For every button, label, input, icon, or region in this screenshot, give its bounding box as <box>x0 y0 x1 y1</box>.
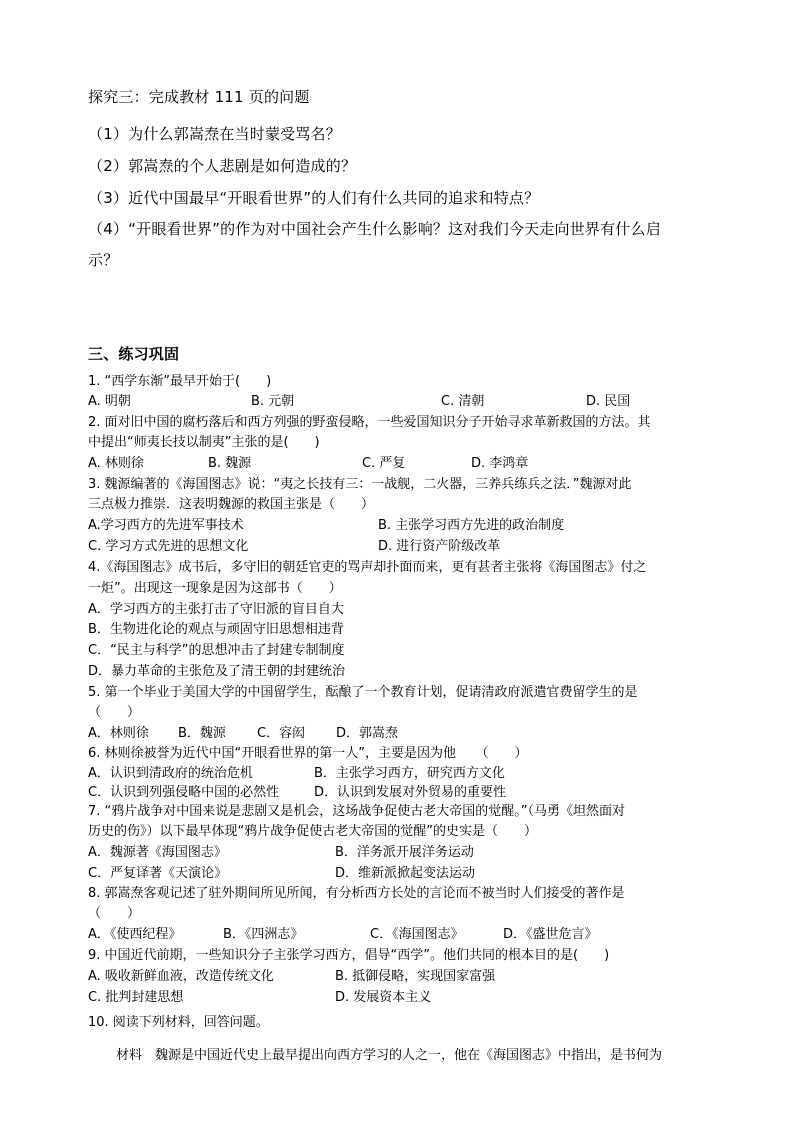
q5-option-a: A．林则徐 <box>88 726 149 741</box>
q2-option-d: D. 李鸿章 <box>471 456 529 471</box>
q9-option-d: D. 发展资本主义 <box>335 990 432 1005</box>
q1-option-b: B. 元朝 <box>251 394 295 409</box>
q10-material: 材料 魏源是中国近代史上最早提出向西方学习的人之一，他在《海国图志》中指出，是书何为 <box>116 1048 663 1063</box>
explore-question-3: （3）近代中国最早“开眼看世界”的人们有什么共同的追求和特点？ <box>88 189 540 207</box>
q4-option-c: C．“民主与科学”的思想冲击了封建专制制度 <box>88 643 345 658</box>
q2-option-c: C. 严复 <box>362 456 406 471</box>
q2-stem-line-1: 2. 面对旧中国的腐朽落后和西方列强的野蛮侵略，一些爱国知识分子开始寻求革新救国的方法。其 <box>88 415 651 430</box>
q8-option-d: D．《盛世危言》 <box>503 927 598 942</box>
q4-option-d: D．暴力革命的主张危及了清王朝的封建统治 <box>88 664 346 679</box>
q6-option-d: D．认识到发展对外贸易的重要性 <box>314 785 507 800</box>
q6-stem: 6. 林则徐被誉为近代中国“开眼看世界的第一人”，主要是因为他 （ ） <box>88 746 528 761</box>
q3-stem-line-2: 三点极力推崇．这表明魏源的救国主张是（ ） <box>88 497 375 512</box>
q9-option-b: B. 抵御侵略，实现国家富强 <box>335 969 496 984</box>
q8-stem-line-2: （ ） <box>88 906 141 921</box>
q8-option-b: B．《四洲志》 <box>223 927 304 942</box>
q7-option-a: A．魏源著《海国图志》 <box>88 845 227 860</box>
q3-option-b: B. 主张学习西方先进的政治制度 <box>378 518 565 533</box>
explore-title: 探究三：完成教材 111 页的问题 <box>88 88 310 106</box>
q6-option-a: A．认识到清政府的统治危机 <box>88 766 253 781</box>
q4-stem-line-1: 4.《海国图志》成书后，多守旧的朝廷官吏的骂声却扑面而来，更有甚者主张将《海国图志》付之 <box>88 560 647 575</box>
q5-option-b: B．魏源 <box>178 726 226 741</box>
q2-option-b: B. 魏源 <box>208 456 252 471</box>
q5-option-c: C．容闳 <box>257 726 306 741</box>
q1-stem: 1. “西学东渐”最早开始于( ) <box>88 374 272 389</box>
q5-option-d: D．郭嵩焘 <box>336 726 399 741</box>
q3-option-d: D. 进行资产阶级改革 <box>378 539 501 554</box>
q2-option-a: A. 林则徐 <box>88 456 144 471</box>
q6-option-c: C．认识到列强侵略中国的必然性 <box>88 785 280 800</box>
q4-option-b: B．生物进化论的观点与顽固守旧思想相违背 <box>88 622 344 637</box>
q9-option-a: A. 吸收新鲜血液，改造传统文化 <box>88 969 274 984</box>
q8-option-a: A．《使西纪程》 <box>88 927 182 942</box>
q3-option-c: C. 学习方式先进的思想文化 <box>88 539 249 554</box>
q1-option-a: A. 明朝 <box>88 394 131 409</box>
q3-option-a: A.学习西方的先进军事技术 <box>88 518 244 533</box>
q1-option-c: C. 清朝 <box>441 394 485 409</box>
q9-stem: 9. 中国近代前期，一些知识分子主张学习西方，倡导“西学”。他们共同的根本目的是( ) <box>88 948 610 963</box>
q2-stem-line-2: 中提出“师夷长技以制夷”主张的是( ) <box>88 435 320 450</box>
explore-question-1: （1）为什么郭嵩焘在当时蒙受骂名？ <box>88 125 341 143</box>
q10-stem: 10. 阅读下列材料，回答问题。 <box>88 1015 269 1030</box>
q3-stem-line-1: 3. 魏源编著的《海国图志》说：“夷之长技有三：一战舰，二火器，三养兵练兵之法．”魏源对此 <box>88 477 632 492</box>
q8-stem-line-1: 8. 郭嵩焘客观记述了驻外期间所见所闻，有分析西方长处的言论而不被当时人们接受的著作是 <box>88 886 625 901</box>
q7-option-c: C．严复译著《天演论》 <box>88 866 228 881</box>
q6-option-b: B．主张学习西方，研究西方文化 <box>314 766 505 781</box>
q4-stem-line-2: 一炬”。出现这一现象是因为这部书（ ） <box>88 581 342 596</box>
q1-option-d: D. 民国 <box>586 394 631 409</box>
explore-question-4-line-2: 示？ <box>88 251 119 269</box>
q7-option-b: B．洋务派开展洋务运动 <box>335 845 474 860</box>
q5-stem-line-1: 5. 第一个毕业于美国大学的中国留学生，酝酿了一个教育计划，促请清政府派遣官费留学生的是 <box>88 685 638 700</box>
q7-option-d: D．维新派掀起变法运动 <box>335 866 476 881</box>
q5-stem-line-2: （ ） <box>88 705 141 720</box>
section-title: 三、练习巩固 <box>88 345 180 363</box>
explore-question-4-line-1: （4）“开眼看世界”的作为对中国社会产生什么影响？这对我们今天走向世界有什么启 <box>88 220 661 238</box>
q7-stem-line-1: 7. “鸦片战争对中国来说是悲剧又是机会，这场战争促使古老大帝国的觉醒。”（马勇《坦然面对 <box>88 804 626 819</box>
q7-stem-line-2: 历史的伤》）以下最早体现“鸦片战争促使古老大帝国的觉醒”的史实是（ ） <box>88 824 537 839</box>
q8-option-c: C．《海国图志》 <box>370 927 464 942</box>
q9-option-c: C. 批判封建思想 <box>88 990 184 1005</box>
explore-question-2: （2）郭嵩焘的个人悲剧是如何造成的？ <box>88 157 357 175</box>
q4-option-a: A．学习西方的主张打击了守旧派的盲目自大 <box>88 602 344 617</box>
